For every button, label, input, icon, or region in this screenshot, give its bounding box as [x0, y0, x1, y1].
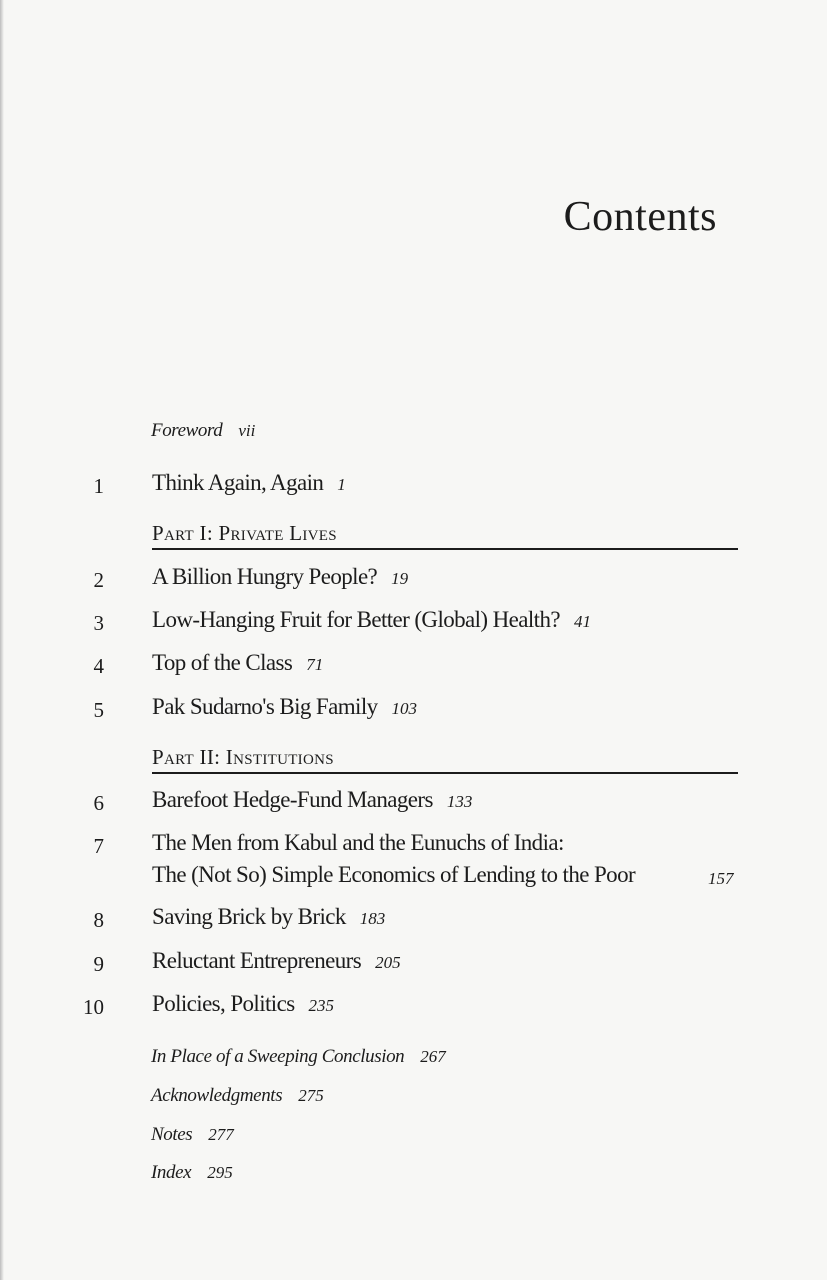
back-matter-page: 295	[207, 1163, 233, 1182]
chapter-title: Policies, Politics	[152, 991, 295, 1016]
chapter-number: 9	[93, 952, 104, 976]
back-matter-label: Acknowledgments	[151, 1085, 283, 1106]
chapter-page: 205	[375, 953, 401, 972]
back-matter-page: 267	[420, 1047, 446, 1066]
chapter-number: 2	[93, 568, 104, 592]
chapter-page: 183	[359, 909, 386, 928]
foreword-label: Foreword	[151, 420, 223, 441]
chapter-number: 4	[93, 654, 104, 678]
chapter-title-line2: The (Not So) Simple Economics of Lending to the Poor	[152, 862, 636, 887]
chapter-page: 133	[446, 792, 473, 811]
back-matter-label: Index	[151, 1162, 192, 1183]
chapter-title: A Billion Hungry People?	[152, 564, 378, 589]
chapter-page: 157	[708, 869, 734, 888]
chapter-number: 5	[93, 698, 104, 722]
chapter-number: 6	[93, 791, 104, 815]
chapter-number: 8	[93, 908, 104, 932]
foreword-page: vii	[238, 421, 256, 440]
chapter-title: Reluctant Entrepreneurs	[152, 948, 362, 973]
toc-chapter-7[interactable]	[0, 830, 827, 894]
chapter-number: 7	[93, 834, 104, 858]
page-title: Contents	[563, 194, 717, 240]
part-heading-1: Part I: Private Lives	[152, 521, 738, 550]
chapter-number: 3	[93, 611, 104, 635]
chapter-page: 71	[306, 655, 324, 674]
chapter-page: 103	[391, 699, 418, 718]
chapter-page: 1	[337, 475, 346, 494]
back-matter-label: In Place of a Sweeping Conclusion	[151, 1046, 405, 1067]
part-heading-2: Part II: Institutions	[152, 745, 738, 774]
chapter-title: Top of the Class	[152, 650, 293, 675]
chapter-title: Low-Hanging Fruit for Better (Global) Health?	[152, 607, 560, 632]
chapter-number: 1	[93, 474, 104, 498]
chapter-page: 41	[573, 612, 591, 631]
chapter-page: 235	[308, 996, 335, 1015]
back-matter-page: 277	[208, 1125, 234, 1144]
back-matter-label: Notes	[151, 1124, 193, 1145]
chapter-page: 19	[391, 569, 409, 588]
chapter-title: The Men from Kabul and the Eunuchs of India:	[152, 830, 564, 855]
page-edge	[0, 0, 4, 1280]
chapter-title: Barefoot Hedge-Fund Managers	[152, 787, 433, 812]
chapter-title: Saving Brick by Brick	[152, 904, 346, 929]
back-matter-page: 275	[298, 1086, 324, 1105]
chapter-number: 10	[83, 995, 104, 1019]
chapter-title: Think Again, Again	[152, 470, 324, 495]
chapter-title: Pak Sudarno's Big Family	[152, 694, 378, 719]
